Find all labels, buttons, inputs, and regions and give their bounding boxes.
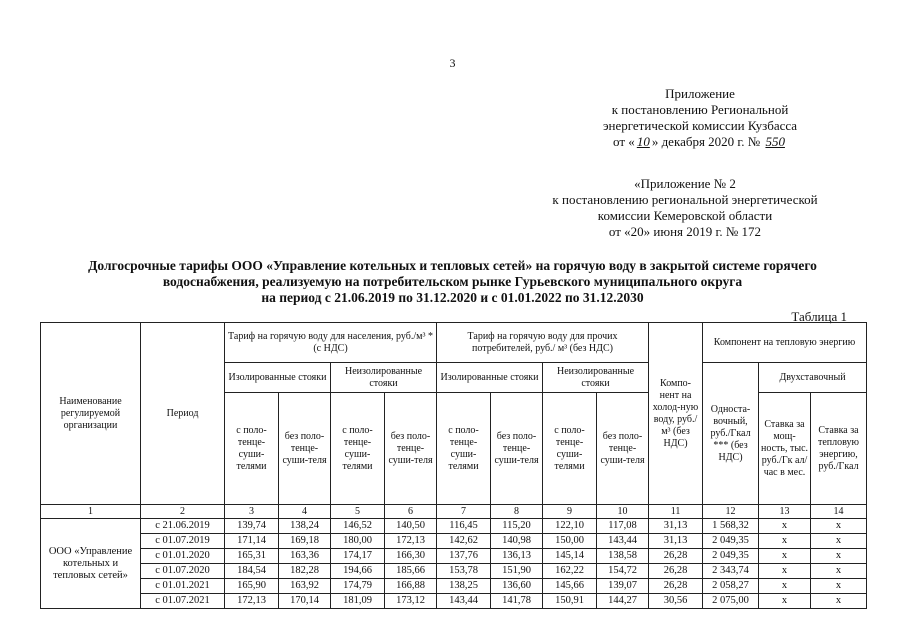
value-cell: 2 049,35 <box>703 549 759 564</box>
value-cell: 136,13 <box>491 549 543 564</box>
header-single-rate: Односта-вочный, руб./Гкал *** (без НДС) <box>703 363 759 505</box>
value-cell: 2 058,27 <box>703 579 759 594</box>
value-cell: 154,72 <box>597 564 649 579</box>
value-cell: 174,79 <box>331 579 385 594</box>
header-population-tariff: Тариф на горячую воду для населения, руб./м³ * (с НДС) <box>225 323 437 363</box>
header-without-towel-dryers: без поло-тенце-суши-теля <box>597 393 649 505</box>
value-cell: х <box>759 519 811 534</box>
header-with-towel-dryers: с поло-тенце-суши-телями <box>543 393 597 505</box>
value-cell: х <box>759 579 811 594</box>
value-cell: х <box>759 534 811 549</box>
value-cell: 140,50 <box>385 519 437 534</box>
value-cell: х <box>811 534 867 549</box>
value-cell: 144,27 <box>597 594 649 609</box>
value-cell: 173,12 <box>385 594 437 609</box>
column-number: 11 <box>649 505 703 519</box>
header-without-towel-dryers: без поло-тенце-суши-теля <box>491 393 543 505</box>
value-cell: 165,90 <box>225 579 279 594</box>
value-cell: 139,74 <box>225 519 279 534</box>
annex-block-original <box>520 176 850 240</box>
value-cell: 137,76 <box>437 549 491 564</box>
column-number: 9 <box>543 505 597 519</box>
header-isolated-risers: Изолированные стояки <box>437 363 543 393</box>
value-cell: 182,28 <box>279 564 331 579</box>
table-row <box>41 549 867 564</box>
value-cell: 143,44 <box>437 594 491 609</box>
value-cell: 170,14 <box>279 594 331 609</box>
value-cell: 163,92 <box>279 579 331 594</box>
value-cell: 138,58 <box>597 549 649 564</box>
annex-line: от «20» июня 2019 г. № 172 <box>608 224 762 239</box>
table-label: Таблица 1 <box>791 309 847 324</box>
value-cell: 174,17 <box>331 549 385 564</box>
organization-name: ООО «Управление котельных и тепловых сетей» <box>41 519 141 609</box>
handwritten-number: 550 <box>765 134 785 149</box>
heading-line: водоснабжения, реализуемую на потребительском рынке Гурьевского муниципального округа <box>162 274 743 289</box>
table-row <box>41 579 867 594</box>
value-cell: х <box>811 594 867 609</box>
column-number-row <box>41 505 867 519</box>
column-number: 1 <box>41 505 141 519</box>
period-cell: с 01.07.2019 <box>141 534 225 549</box>
header-heat-component: Компонент на тепловую энергию <box>703 323 867 363</box>
value-cell: 180,00 <box>331 534 385 549</box>
annex-block-current <box>580 86 820 150</box>
annex-date-prefix: от « <box>613 134 635 149</box>
header-two-rate: Двухставочный <box>759 363 867 393</box>
value-cell: 141,78 <box>491 594 543 609</box>
value-cell: 194,66 <box>331 564 385 579</box>
value-cell: 1 568,32 <box>703 519 759 534</box>
column-number: 4 <box>279 505 331 519</box>
value-cell: 2 343,74 <box>703 564 759 579</box>
value-cell: 143,44 <box>597 534 649 549</box>
value-cell: 2 049,35 <box>703 534 759 549</box>
annex-date-mid: » декабря 2020 г. № <box>651 134 761 149</box>
value-cell: 30,56 <box>649 594 703 609</box>
value-cell: 181,09 <box>331 594 385 609</box>
value-cell: 138,24 <box>279 519 331 534</box>
period-cell: с 21.06.2019 <box>141 519 225 534</box>
annex-date-line <box>580 134 820 150</box>
document-heading <box>30 258 875 306</box>
value-cell: 145,66 <box>543 579 597 594</box>
column-number: 10 <box>597 505 649 519</box>
value-cell: 117,08 <box>597 519 649 534</box>
value-cell: 26,28 <box>649 564 703 579</box>
table-row <box>41 519 867 534</box>
value-cell: 165,31 <box>225 549 279 564</box>
header-other-consumers-tariff: Тариф на горячую воду для прочих потребителей, руб./ м³ (без НДС) <box>437 323 649 363</box>
header-period: Период <box>141 323 225 505</box>
column-number: 6 <box>385 505 437 519</box>
annex-line: к постановлению региональной энергетической <box>552 192 818 207</box>
value-cell: х <box>759 564 811 579</box>
value-cell: 166,30 <box>385 549 437 564</box>
annex-title: «Приложение № 2 <box>634 176 736 191</box>
value-cell: 166,88 <box>385 579 437 594</box>
period-cell: с 01.07.2021 <box>141 594 225 609</box>
value-cell: 146,52 <box>331 519 385 534</box>
value-cell: 2 075,00 <box>703 594 759 609</box>
value-cell: 163,36 <box>279 549 331 564</box>
handwritten-day: 10 <box>636 134 650 149</box>
value-cell: х <box>811 564 867 579</box>
column-number: 3 <box>225 505 279 519</box>
header-capacity-rate: Ставка за мощ-ность, тыс. руб./Гк ал/ час в мес. <box>759 393 811 505</box>
header-nonisolated-risers: Неизолированные стояки <box>543 363 649 393</box>
value-cell: 26,28 <box>649 549 703 564</box>
header-without-towel-dryers: без поло-тенце-суши-теля <box>385 393 437 505</box>
annex-line: к постановлению Региональной <box>611 102 789 117</box>
value-cell: 150,91 <box>543 594 597 609</box>
page-number: 3 <box>449 56 456 70</box>
header-with-towel-dryers: с поло-тенце-суши-телями <box>437 393 491 505</box>
table-row <box>41 534 867 549</box>
column-number: 5 <box>331 505 385 519</box>
heading-line: на период с 21.06.2019 по 31.12.2020 и с 01.01.2022 по 31.12.2030 <box>261 290 644 305</box>
column-number: 12 <box>703 505 759 519</box>
value-cell: 116,45 <box>437 519 491 534</box>
header-nonisolated-risers: Неизолированные стояки <box>331 363 437 393</box>
header-organization: Наименование регулируемой организации <box>41 323 141 505</box>
header-isolated-risers: Изолированные стояки <box>225 363 331 393</box>
column-number: 7 <box>437 505 491 519</box>
period-cell: с 01.01.2020 <box>141 549 225 564</box>
value-cell: 185,66 <box>385 564 437 579</box>
value-cell: 31,13 <box>649 519 703 534</box>
value-cell: 184,54 <box>225 564 279 579</box>
column-number: 13 <box>759 505 811 519</box>
value-cell: х <box>759 549 811 564</box>
value-cell: 150,00 <box>543 534 597 549</box>
value-cell: 115,20 <box>491 519 543 534</box>
value-cell: 145,14 <box>543 549 597 564</box>
annex-title: Приложение <box>665 86 735 101</box>
header-without-towel-dryers: без поло-тенце-суши-теля <box>279 393 331 505</box>
column-number: 2 <box>141 505 225 519</box>
header-with-towel-dryers: с поло-тенце-суши-телями <box>331 393 385 505</box>
annex-line: энергетической комиссии Кузбасса <box>602 118 798 133</box>
period-cell: с 01.01.2021 <box>141 579 225 594</box>
column-number: 14 <box>811 505 867 519</box>
value-cell: х <box>811 549 867 564</box>
value-cell: 139,07 <box>597 579 649 594</box>
value-cell: 162,22 <box>543 564 597 579</box>
heading-line: Долгосрочные тарифы ООО «Управление котельных и тепловых сетей» на горячую воду в закрытой системе горячего <box>88 258 817 273</box>
table-row <box>41 564 867 579</box>
value-cell: х <box>759 594 811 609</box>
header-with-towel-dryers: с поло-тенце-суши-телями <box>225 393 279 505</box>
value-cell: 140,98 <box>491 534 543 549</box>
value-cell: 169,18 <box>279 534 331 549</box>
period-cell: с 01.07.2020 <box>141 564 225 579</box>
value-cell: 136,60 <box>491 579 543 594</box>
header-cold-water-component: Компо-нент на холод-ную воду, руб./м³ (без НДС) <box>649 323 703 505</box>
value-cell: 138,25 <box>437 579 491 594</box>
value-cell: 172,13 <box>385 534 437 549</box>
value-cell: 122,10 <box>543 519 597 534</box>
value-cell: 142,62 <box>437 534 491 549</box>
value-cell: 26,28 <box>649 579 703 594</box>
value-cell: х <box>811 519 867 534</box>
table-row <box>41 594 867 609</box>
value-cell: х <box>811 579 867 594</box>
value-cell: 172,13 <box>225 594 279 609</box>
column-number: 8 <box>491 505 543 519</box>
value-cell: 31,13 <box>649 534 703 549</box>
value-cell: 171,14 <box>225 534 279 549</box>
header-energy-rate: Ставка за тепловую энергию, руб./Гкал <box>811 393 867 505</box>
annex-line: комиссии Кемеровской области <box>597 208 773 223</box>
value-cell: 151,90 <box>491 564 543 579</box>
value-cell: 153,78 <box>437 564 491 579</box>
tariff-table <box>40 322 867 609</box>
